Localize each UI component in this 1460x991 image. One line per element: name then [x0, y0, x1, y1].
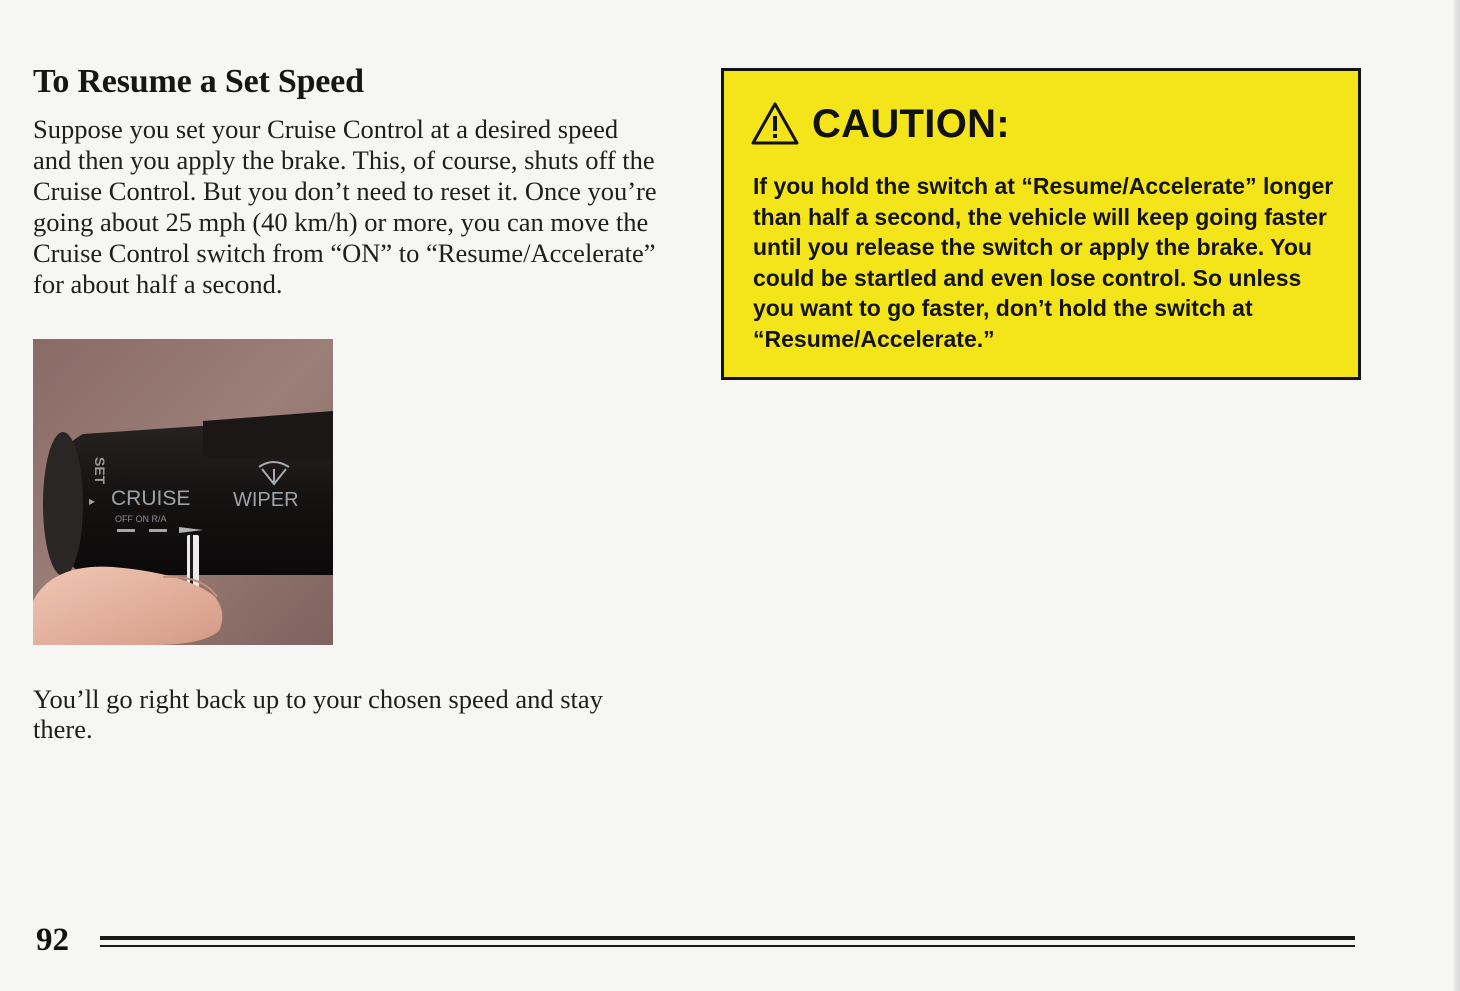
- page-edge: [1454, 0, 1460, 991]
- body-paragraph-2: You’ll go right back up to your chosen speed and stay there.: [33, 684, 603, 744]
- caution-header: [750, 101, 1010, 147]
- lever-position-labels: OFF ON R/A: [115, 514, 167, 524]
- left-column: [33, 60, 658, 300]
- lever-wiper-label: WIPER: [233, 489, 299, 511]
- lever-cruise-label: CRUISE: [111, 487, 191, 510]
- caution-label: CAUTION:: [812, 101, 1010, 146]
- footer-rule: [100, 936, 1355, 940]
- warning-triangle-icon: [750, 101, 800, 147]
- cruise-lever-photo: [33, 339, 333, 645]
- lever-arrow: ▸: [89, 494, 96, 508]
- section-heading: To Resume a Set Speed: [33, 63, 364, 100]
- body-paragraph-1: Suppose you set your Cruise Control at a desired speed and then you apply the brake. This, of course, shuts off the Cruise Control. But you don’t need to reset it. Once you’re going about 25 mph (40 km/h) or more, you can move the Cruise Control switch from “ON” to “Resume/Accelerate” for about half a second.: [33, 114, 657, 299]
- page-number: 92: [36, 922, 69, 958]
- caution-text: If you hold the switch at “Resume/Accelerate” longer than half a second, the vehicle will keep going faster until you release the switch or apply the brake. You could be startled and even lose control. So unless you want to go faster, don’t hold the switch at “Resume/Accelerate.”: [753, 173, 1334, 352]
- lever-set-label: SET: [92, 457, 108, 485]
- caution-box: [721, 68, 1361, 380]
- footer-rule-thin: [100, 945, 1355, 947]
